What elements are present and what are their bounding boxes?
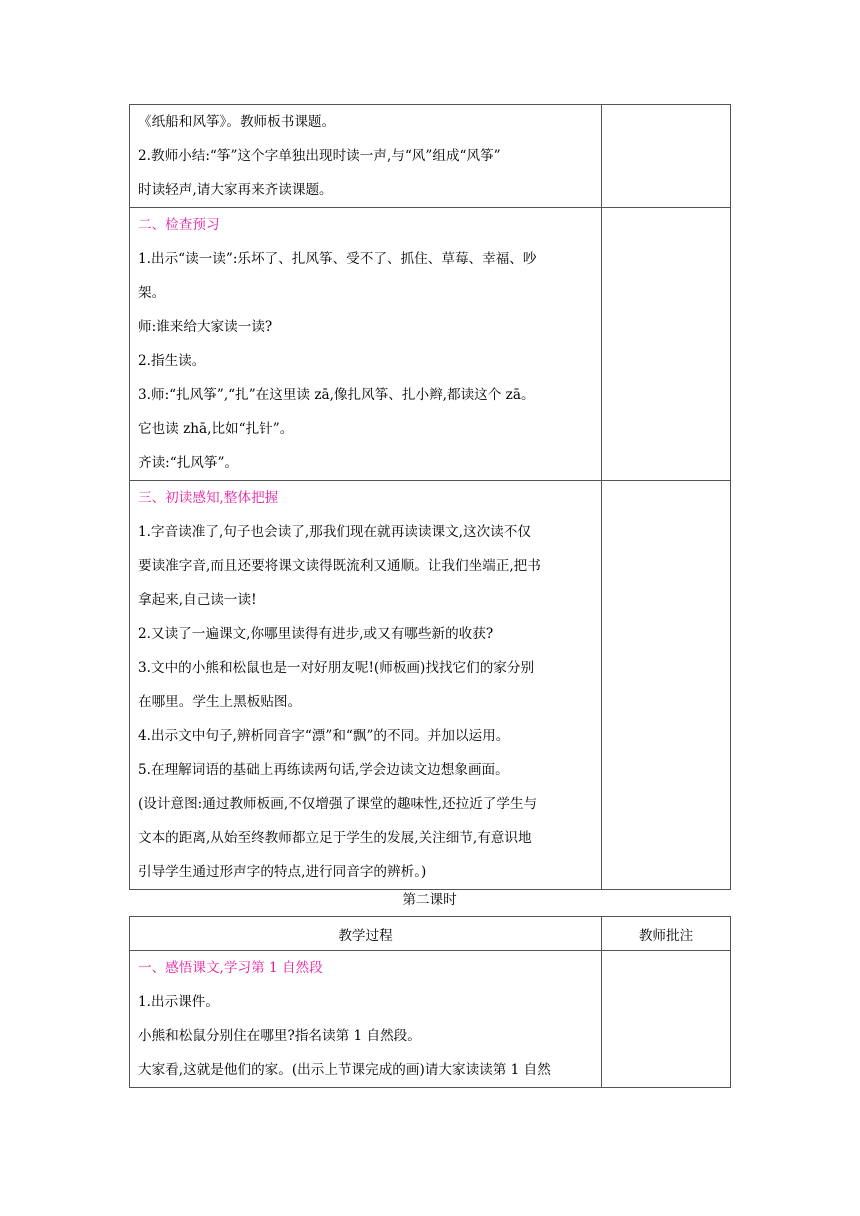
text-line: 2.又读了一遍课文,你哪里读得有进步,或又有哪些新的收获? <box>138 626 494 642</box>
header-process: 教学过程 <box>130 917 602 951</box>
text-line: 1.出示课件。 <box>138 994 219 1010</box>
section-heading: 一、感悟课文,学习第 1 自然段 <box>138 960 323 976</box>
text-line: 小熊和松鼠分别住在哪里?指名读第 1 自然段。 <box>138 1028 421 1044</box>
text-line: 3.文中的小熊和松鼠也是一对好朋友呢!(师板画)找找它们的家分别 <box>138 660 535 676</box>
process-cell <box>130 105 602 208</box>
text-line: 时读轻声,请大家再来齐读课题。 <box>138 182 333 198</box>
table-row <box>130 208 731 481</box>
text-line: 师:谁来给大家读一读? <box>138 319 273 335</box>
process-cell <box>130 951 602 1088</box>
notes-cell <box>602 208 731 481</box>
text-line: (设计意图:通过教师板画,不仅增强了课堂的趣味性,还拉近了学生与 <box>138 796 538 812</box>
table-row <box>130 481 731 890</box>
text-line: 大家看,这就是他们的家。(出示上节课完成的画)请大家读读第 1 自然 <box>138 1062 551 1078</box>
text-line: 要读准字音,而且还要将课文读得既流利又通顺。让我们坐端正,把书 <box>138 558 541 574</box>
text-line: 架。 <box>138 285 166 301</box>
text-line: 5.在理解词语的基础上再练读两句话,学会边读文边想象画面。 <box>138 762 509 778</box>
text-line: 1.字音读准了,句子也会读了,那我们现在就再读读课文,这次读不仅 <box>138 524 531 540</box>
section-title: 第二课时 <box>402 892 457 908</box>
text-line: 3.师:“扎风筝”,“扎”在这里读 zā,像扎风筝、扎小辫,都读这个 zā。 <box>138 387 535 403</box>
text-line: 4.出示文中句子,辨析同音字“漂”和“飘”的不同。并加以运用。 <box>138 728 510 744</box>
text-line: 《纸船和风筝》。教师板书课题。 <box>138 114 336 130</box>
text-line: 齐读:“扎风筝”。 <box>138 455 239 471</box>
notes-cell <box>602 951 731 1088</box>
section-heading: 三、初读感知,整体把握 <box>138 490 279 506</box>
table-row <box>130 951 731 1088</box>
header-notes: 教师批注 <box>602 917 731 951</box>
text-line: 2.教师小结:“筝”这个字单独出现时读一声,与“风”组成“风筝” <box>138 148 501 164</box>
section-heading: 二、检查预习 <box>138 217 220 233</box>
process-cell <box>130 208 602 481</box>
text-line: 它也读 zhā,比如“扎针”。 <box>138 421 294 437</box>
table-row <box>130 105 731 208</box>
text-line: 引导学生通过形声字的特点,进行同音字的辨析。) <box>138 864 427 880</box>
text-line: 拿起来,自己读一读! <box>138 592 257 608</box>
text-line: 2.指生读。 <box>138 353 206 369</box>
process-cell <box>130 481 602 890</box>
lesson-table-2 <box>129 916 731 1088</box>
lesson-table-1 <box>129 104 731 890</box>
text-line: 文本的距离,从始至终教师都立足于学生的发展,关注细节,有意识地 <box>138 830 532 846</box>
notes-cell <box>602 481 731 890</box>
table-header-row <box>130 917 731 951</box>
text-line: 1.出示“读一读”:乐坏了、扎风筝、受不了、抓住、草莓、幸福、吵 <box>138 251 537 267</box>
text-line: 在哪里。学生上黑板贴图。 <box>138 694 302 710</box>
notes-cell <box>602 105 731 208</box>
